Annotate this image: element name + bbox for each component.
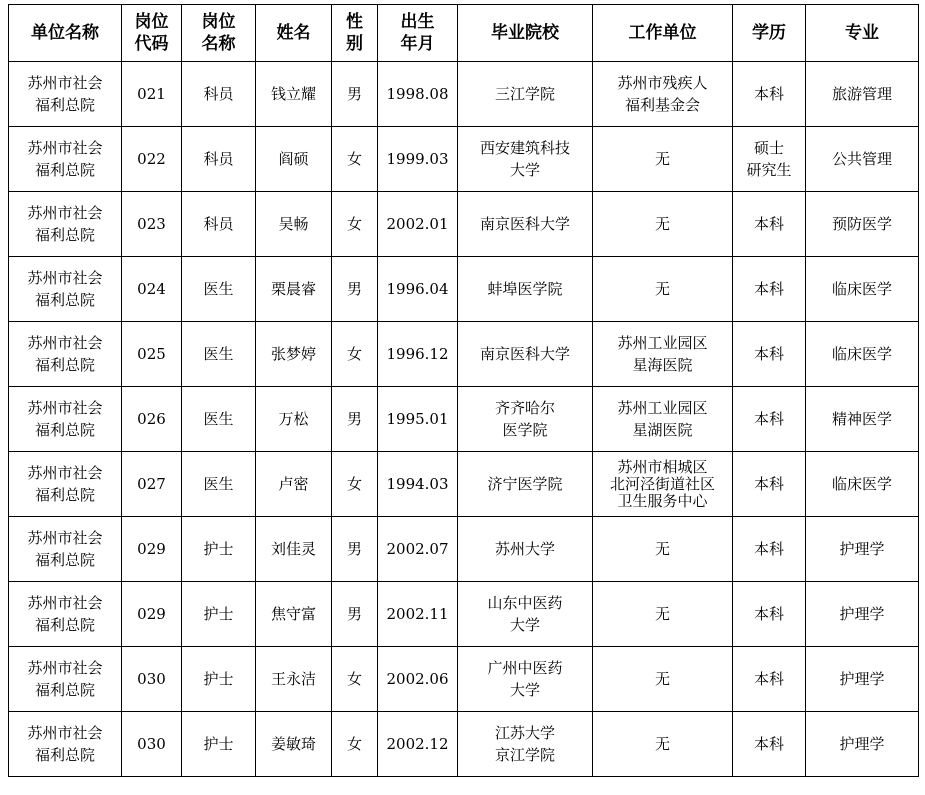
cell-text-line: 030 xyxy=(137,670,166,688)
cell-text-line: 2002.07 xyxy=(386,540,449,558)
cell-text-line: 护士 xyxy=(203,670,234,688)
cell-text-line: 本科 xyxy=(753,85,784,103)
cell-text-line: 苏州市社会 xyxy=(27,399,103,417)
cell-education xyxy=(733,322,806,387)
cell-text-line: 西安建筑科技 xyxy=(479,139,570,157)
cell-text-line: 预防医学 xyxy=(831,215,892,233)
cell-unit-name xyxy=(9,452,122,517)
cell-workplace xyxy=(593,322,733,387)
cell-text-line: 医生 xyxy=(203,280,234,298)
cell-workplace xyxy=(593,127,733,192)
cell-text-line: 女 xyxy=(346,735,362,753)
cell-post-code xyxy=(122,322,182,387)
cell-post-code xyxy=(122,127,182,192)
cell-text-line: 无 xyxy=(654,215,670,233)
cell-text-line: 1999.03 xyxy=(386,150,449,168)
cell-text-line: 医生 xyxy=(203,345,234,363)
cell-person-name xyxy=(256,517,332,582)
table-row xyxy=(9,517,919,582)
cell-text-line: 福利总院 xyxy=(34,746,95,764)
cell-text-line: 苏州工业园区 xyxy=(617,334,708,352)
cell-text-line: 福利总院 xyxy=(34,616,95,634)
cell-text-line: 万松 xyxy=(278,410,309,428)
cell-person-name xyxy=(256,62,332,127)
cell-school xyxy=(458,127,593,192)
header-workplace xyxy=(593,5,733,62)
cell-text-line: 025 xyxy=(137,345,166,363)
cell-text-line: 1994.03 xyxy=(386,475,449,493)
cell-unit-name xyxy=(9,582,122,647)
cell-unit-name xyxy=(9,712,122,777)
cell-education xyxy=(733,257,806,322)
table-row xyxy=(9,387,919,452)
cell-post-code xyxy=(122,62,182,127)
cell-text-line: 星海医院 xyxy=(632,356,693,374)
cell-text-line: 男 xyxy=(346,540,362,558)
cell-birth-date xyxy=(378,192,458,257)
cell-person-name xyxy=(256,582,332,647)
cell-text-line: 大学 xyxy=(509,616,540,634)
cell-text-line: 卫生服务中心 xyxy=(617,491,708,510)
cell-unit-name xyxy=(9,127,122,192)
cell-education xyxy=(733,127,806,192)
header-gender xyxy=(332,5,378,62)
cell-text-line: 女 xyxy=(346,670,362,688)
header-row xyxy=(9,5,919,62)
cell-text-line: 女 xyxy=(346,215,362,233)
cell-post-name xyxy=(182,387,256,452)
cell-text-line: 女 xyxy=(346,345,362,363)
cell-text-line: 022 xyxy=(137,150,166,168)
cell-school xyxy=(458,712,593,777)
cell-school xyxy=(458,387,593,452)
cell-text-line: 福利总院 xyxy=(34,421,95,439)
cell-text-line: 精神医学 xyxy=(831,410,892,428)
cell-text-line: 阎硕 xyxy=(278,150,309,168)
cell-text-line: 三江学院 xyxy=(494,85,555,103)
cell-text-line: 医生 xyxy=(203,475,234,493)
cell-text-line: 本科 xyxy=(753,410,784,428)
cell-person-name xyxy=(256,257,332,322)
cell-person-name xyxy=(256,647,332,712)
cell-text-line: 2002.12 xyxy=(386,735,449,753)
table-row xyxy=(9,647,919,712)
cell-text-line: 苏州市社会 xyxy=(27,139,103,157)
cell-unit-name xyxy=(9,647,122,712)
cell-post-code xyxy=(122,517,182,582)
cell-text-line: 2002.06 xyxy=(386,670,449,688)
cell-text-line: 护士 xyxy=(203,605,234,623)
table-row xyxy=(9,322,919,387)
cell-text-line: 029 xyxy=(137,540,166,558)
cell-gender xyxy=(332,387,378,452)
cell-text-line: 护士 xyxy=(203,540,234,558)
header-post-code xyxy=(122,5,182,62)
cell-text-line: 年月 xyxy=(400,34,435,54)
cell-text-line: 福利总院 xyxy=(34,226,95,244)
cell-post-code xyxy=(122,257,182,322)
cell-major xyxy=(806,387,919,452)
cell-school xyxy=(458,192,593,257)
cell-text-line: 无 xyxy=(654,150,670,168)
cell-text-line: 苏州市残疾人 xyxy=(617,74,708,92)
cell-text-line: 出生 xyxy=(400,12,435,32)
cell-text-line: 旅游管理 xyxy=(831,85,892,103)
cell-text-line: 无 xyxy=(654,735,670,753)
cell-text-line: 苏州市社会 xyxy=(27,204,103,222)
cell-text-line: 齐齐哈尔 xyxy=(494,399,555,417)
cell-unit-name xyxy=(9,387,122,452)
cell-text-line: 大学 xyxy=(509,161,540,179)
cell-text-line: 别 xyxy=(346,34,363,54)
table-row xyxy=(9,712,919,777)
cell-unit-name xyxy=(9,257,122,322)
cell-text-line: 毕业院校 xyxy=(491,23,559,43)
cell-text-line: 医学院 xyxy=(502,421,548,439)
cell-person-name xyxy=(256,387,332,452)
cell-text-line: 护理学 xyxy=(839,540,885,558)
cell-text-line: 北河泾街道社区 xyxy=(609,474,715,493)
cell-major xyxy=(806,257,919,322)
cell-text-line: 科员 xyxy=(203,150,234,168)
cell-text-line: 王永洁 xyxy=(270,670,316,688)
table-row xyxy=(9,582,919,647)
cell-gender xyxy=(332,712,378,777)
cell-text-line: 科员 xyxy=(203,85,234,103)
cell-unit-name xyxy=(9,192,122,257)
cell-person-name xyxy=(256,322,332,387)
cell-text-line: 本科 xyxy=(753,215,784,233)
cell-text-line: 无 xyxy=(654,605,670,623)
cell-text-line: 2002.11 xyxy=(386,605,449,623)
cell-major xyxy=(806,322,919,387)
cell-text-line: 济宁医学院 xyxy=(487,475,563,493)
cell-text-line: 本科 xyxy=(753,605,784,623)
cell-birth-date xyxy=(378,257,458,322)
cell-text-line: 栗晨睿 xyxy=(270,280,316,298)
cell-text-line: 苏州工业园区 xyxy=(617,399,708,417)
cell-post-name xyxy=(182,582,256,647)
cell-text-line: 临床医学 xyxy=(831,475,892,493)
cell-gender xyxy=(332,517,378,582)
cell-text-line: 苏州市社会 xyxy=(27,529,103,547)
table-row xyxy=(9,192,919,257)
cell-text-line: 岗位 xyxy=(134,12,169,32)
cell-post-name xyxy=(182,192,256,257)
cell-text-line: 护理学 xyxy=(839,735,885,753)
cell-text-line: 本科 xyxy=(753,345,784,363)
cell-text-line: 代码 xyxy=(134,34,169,54)
header-major xyxy=(806,5,919,62)
cell-text-line: 苏州市相城区 xyxy=(617,457,708,476)
cell-school xyxy=(458,647,593,712)
table-row xyxy=(9,452,919,517)
cell-text-line: 江苏大学 xyxy=(494,724,555,742)
cell-gender xyxy=(332,127,378,192)
cell-post-name xyxy=(182,127,256,192)
cell-birth-date xyxy=(378,322,458,387)
cell-text-line: 广州中医药 xyxy=(487,659,563,677)
cell-text-line: 临床医学 xyxy=(831,345,892,363)
cell-text-line: 1998.08 xyxy=(386,85,449,103)
cell-text-line: 男 xyxy=(346,280,362,298)
cell-text-line: 医生 xyxy=(203,410,234,428)
cell-post-code xyxy=(122,452,182,517)
cell-post-code xyxy=(122,387,182,452)
cell-text-line: 福利基金会 xyxy=(624,96,700,114)
cell-text-line: 029 xyxy=(137,605,166,623)
cell-text-line: 女 xyxy=(346,475,362,493)
cell-text-line: 护理学 xyxy=(839,605,885,623)
cell-birth-date xyxy=(378,62,458,127)
cell-education xyxy=(733,582,806,647)
cell-text-line: 1996.12 xyxy=(386,345,449,363)
cell-unit-name xyxy=(9,62,122,127)
cell-text-line: 2002.01 xyxy=(386,215,449,233)
cell-text-line: 无 xyxy=(654,540,670,558)
cell-birth-date xyxy=(378,452,458,517)
cell-person-name xyxy=(256,192,332,257)
header-post-name xyxy=(182,5,256,62)
cell-major xyxy=(806,127,919,192)
cell-text-line: 南京医科大学 xyxy=(479,215,570,233)
cell-education xyxy=(733,712,806,777)
cell-text-line: 1995.01 xyxy=(386,410,449,428)
cell-education xyxy=(733,452,806,517)
cell-school xyxy=(458,257,593,322)
cell-school xyxy=(458,517,593,582)
cell-text-line: 1996.04 xyxy=(386,280,449,298)
cell-text-line: 福利总院 xyxy=(34,291,95,309)
cell-text-line: 护士 xyxy=(203,735,234,753)
cell-education xyxy=(733,647,806,712)
cell-major xyxy=(806,192,919,257)
cell-education xyxy=(733,387,806,452)
cell-text-line: 大学 xyxy=(509,681,540,699)
table-row xyxy=(9,62,919,127)
cell-text-line: 男 xyxy=(346,605,362,623)
cell-text-line: 工作单位 xyxy=(628,23,697,43)
cell-birth-date xyxy=(378,127,458,192)
cell-post-code xyxy=(122,647,182,712)
cell-school xyxy=(458,62,593,127)
cell-school xyxy=(458,582,593,647)
cell-text-line: 苏州市社会 xyxy=(27,464,103,482)
cell-text-line: 024 xyxy=(137,280,166,298)
cell-unit-name xyxy=(9,322,122,387)
cell-text-line: 钱立耀 xyxy=(270,85,316,103)
cell-text-line: 本科 xyxy=(753,475,784,493)
cell-workplace xyxy=(593,647,733,712)
cell-text-line: 026 xyxy=(137,410,166,428)
cell-text-line: 科员 xyxy=(203,215,234,233)
cell-text-line: 苏州市社会 xyxy=(27,594,103,612)
cell-text-line: 男 xyxy=(346,85,362,103)
cell-text-line: 023 xyxy=(137,215,166,233)
cell-text-line: 岗位 xyxy=(201,12,236,32)
cell-text-line: 卢密 xyxy=(278,475,309,493)
cell-text-line: 张梦婷 xyxy=(270,345,316,363)
cell-gender xyxy=(332,257,378,322)
table-body xyxy=(9,62,919,777)
cell-text-line: 吴畅 xyxy=(278,215,309,233)
cell-text-line: 苏州市社会 xyxy=(27,659,103,677)
cell-text-line: 京江学院 xyxy=(494,746,555,764)
cell-text-line: 临床医学 xyxy=(831,280,892,298)
cell-text-line: 021 xyxy=(137,85,166,103)
cell-workplace xyxy=(593,62,733,127)
cell-text-line: 单位名称 xyxy=(31,23,99,43)
cell-gender xyxy=(332,582,378,647)
cell-text-line: 女 xyxy=(346,150,362,168)
cell-birth-date xyxy=(378,387,458,452)
cell-text-line: 030 xyxy=(137,735,166,753)
cell-post-name xyxy=(182,257,256,322)
cell-post-name xyxy=(182,712,256,777)
cell-text-line: 苏州大学 xyxy=(494,540,555,558)
cell-post-name xyxy=(182,62,256,127)
cell-workplace xyxy=(593,582,733,647)
header-birth-date xyxy=(378,5,458,62)
cell-major xyxy=(806,582,919,647)
cell-post-code xyxy=(122,582,182,647)
cell-person-name xyxy=(256,452,332,517)
cell-text-line: 苏州市社会 xyxy=(27,724,103,742)
cell-text-line: 无 xyxy=(654,280,670,298)
cell-text-line: 男 xyxy=(346,410,362,428)
cell-education xyxy=(733,62,806,127)
cell-birth-date xyxy=(378,517,458,582)
cell-text-line: 福利总院 xyxy=(34,551,95,569)
cell-text-line: 无 xyxy=(654,670,670,688)
table-header xyxy=(9,5,919,62)
cell-text-line: 硕士 xyxy=(753,139,784,157)
cell-text-line: 名称 xyxy=(201,34,236,54)
cell-post-name xyxy=(182,452,256,517)
cell-text-line: 刘佳灵 xyxy=(270,540,316,558)
cell-person-name xyxy=(256,712,332,777)
cell-text-line: 本科 xyxy=(753,670,784,688)
cell-education xyxy=(733,192,806,257)
header-person-name xyxy=(256,5,332,62)
cell-text-line: 研究生 xyxy=(746,161,792,179)
cell-gender xyxy=(332,452,378,517)
cell-text-line: 027 xyxy=(137,475,166,493)
cell-unit-name xyxy=(9,517,122,582)
cell-workplace xyxy=(593,517,733,582)
cell-text-line: 姜敏琦 xyxy=(270,735,316,753)
cell-text-line: 福利总院 xyxy=(34,681,95,699)
cell-birth-date xyxy=(378,647,458,712)
header-school xyxy=(458,5,593,62)
cell-text-line: 本科 xyxy=(753,540,784,558)
cell-gender xyxy=(332,192,378,257)
cell-text-line: 福利总院 xyxy=(34,96,95,114)
cell-major xyxy=(806,517,919,582)
cell-text-line: 福利总院 xyxy=(34,161,95,179)
cell-major xyxy=(806,62,919,127)
cell-text-line: 星湖医院 xyxy=(632,421,693,439)
cell-text-line: 专业 xyxy=(845,23,879,43)
cell-birth-date xyxy=(378,712,458,777)
cell-birth-date xyxy=(378,582,458,647)
cell-text-line: 姓名 xyxy=(276,23,311,43)
cell-major xyxy=(806,452,919,517)
cell-person-name xyxy=(256,127,332,192)
cell-school xyxy=(458,452,593,517)
cell-text-line: 本科 xyxy=(753,280,784,298)
cell-text-line: 焦守富 xyxy=(270,605,316,623)
cell-major xyxy=(806,712,919,777)
cell-text-line: 蚌埠医学院 xyxy=(487,280,563,298)
cell-workplace xyxy=(593,712,733,777)
cell-workplace xyxy=(593,452,733,517)
cell-text-line: 性 xyxy=(346,12,363,32)
cell-workplace xyxy=(593,192,733,257)
cell-post-name xyxy=(182,647,256,712)
cell-text-line: 苏州市社会 xyxy=(27,269,103,287)
cell-text-line: 南京医科大学 xyxy=(479,345,570,363)
cell-gender xyxy=(332,322,378,387)
cell-text-line: 学历 xyxy=(752,23,786,43)
cell-post-name xyxy=(182,322,256,387)
cell-gender xyxy=(332,62,378,127)
cell-gender xyxy=(332,647,378,712)
roster-table xyxy=(8,4,919,777)
cell-text-line: 公共管理 xyxy=(831,150,892,168)
table-row xyxy=(9,257,919,322)
cell-text-line: 苏州市社会 xyxy=(27,74,103,92)
cell-text-line: 山东中医药 xyxy=(487,594,563,612)
cell-text-line: 福利总院 xyxy=(34,486,95,504)
cell-text-line: 护理学 xyxy=(839,670,885,688)
header-unit-name xyxy=(9,5,122,62)
cell-major xyxy=(806,647,919,712)
cell-text-line: 苏州市社会 xyxy=(27,334,103,352)
cell-school xyxy=(458,322,593,387)
cell-post-code xyxy=(122,712,182,777)
cell-post-code xyxy=(122,192,182,257)
cell-workplace xyxy=(593,257,733,322)
table-row xyxy=(9,127,919,192)
cell-workplace xyxy=(593,387,733,452)
cell-text-line: 本科 xyxy=(753,735,784,753)
cell-text-line: 福利总院 xyxy=(34,356,95,374)
cell-education xyxy=(733,517,806,582)
cell-post-name xyxy=(182,517,256,582)
header-education xyxy=(733,5,806,62)
